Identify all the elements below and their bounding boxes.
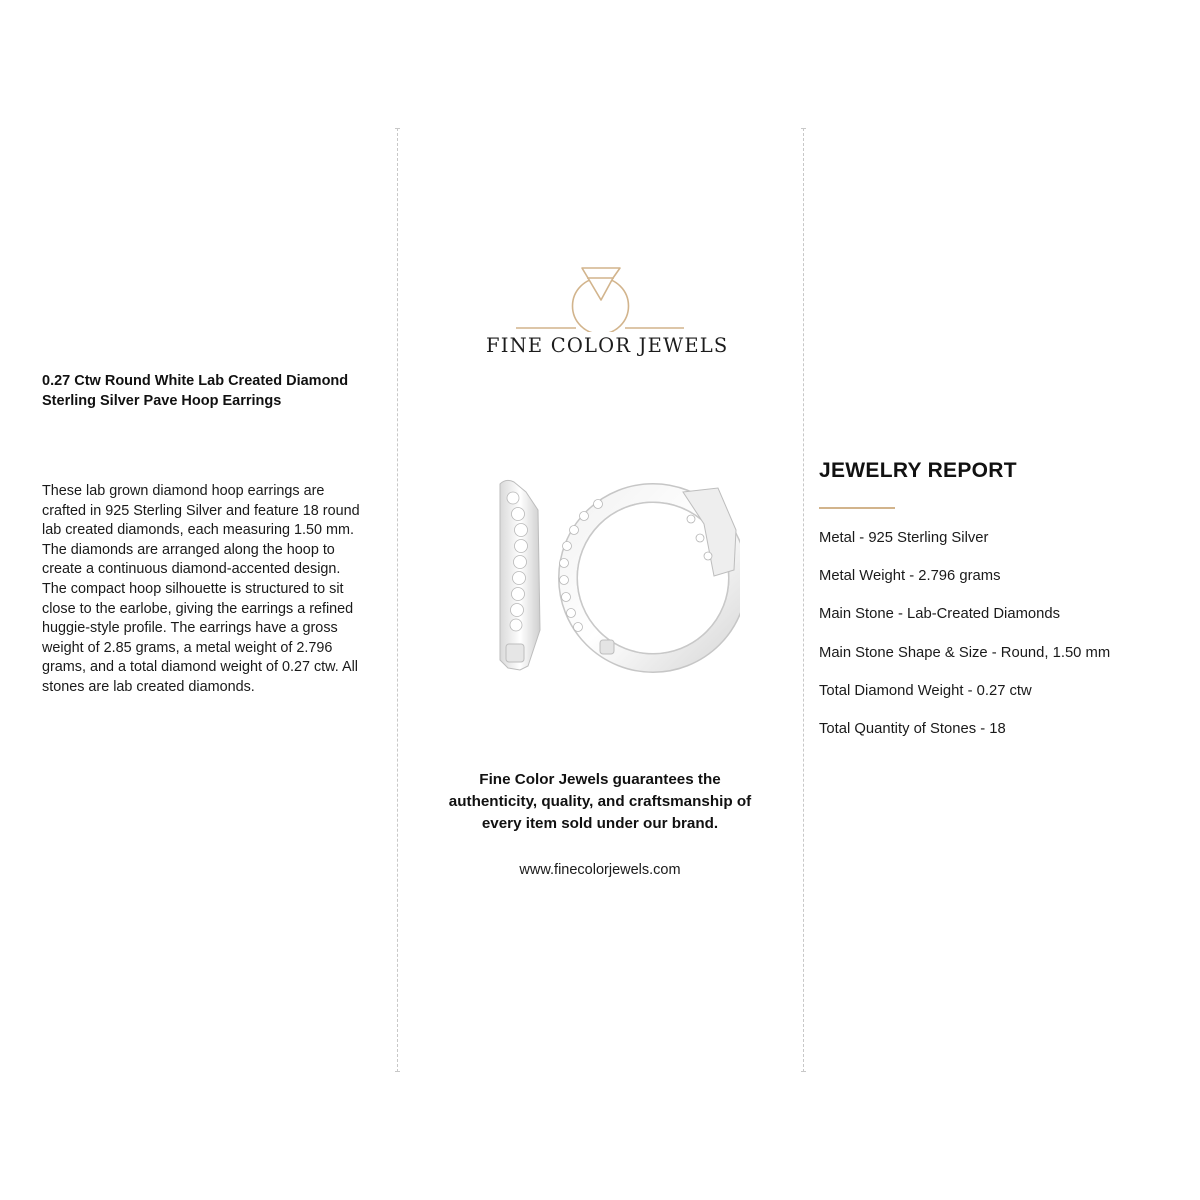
- jewelry-report-list: [819, 528, 1110, 757]
- product-title-line-2: Sterling Silver Pave Hoop Earrings: [42, 393, 282, 409]
- guarantee-line-1: Fine Color Jewels guarantees the: [479, 771, 721, 788]
- spec-stone-shape-size: Main Stone Shape & Size - Round, 1.50 mm: [819, 644, 1111, 661]
- jewelry-report-heading: JEWELRY REPORT: [819, 459, 1017, 482]
- product-title: [42, 371, 372, 411]
- spec-main-stone: Main Stone - Lab-Created Diamonds: [819, 606, 1060, 623]
- guarantee-statement: [430, 769, 770, 835]
- earring-front-view: [560, 488, 739, 663]
- heading-accent-rule: [819, 507, 895, 509]
- spec-total-stones: Total Quantity of Stones - 18: [819, 720, 1006, 737]
- column-divider-left: [397, 128, 398, 1072]
- diamond-ring-logo-icon: [516, 264, 686, 332]
- earring-side-view: [500, 480, 540, 670]
- spec-total-diamond-weight: Total Diamond Weight - 0.27 ctw: [819, 682, 1032, 699]
- brand-logo: [486, 264, 729, 364]
- guarantee-line-3: every item sold under our brand.: [481, 815, 719, 832]
- column-divider-right: [803, 128, 804, 1072]
- guarantee-line-2: authenticity, quality, and craftsmanship of: [448, 793, 752, 810]
- spec-metal: Metal - 925 Sterling Silver: [819, 530, 989, 546]
- product-description: These lab grown diamond hoop earrings are crafted in 925 Sterling Silver and feature 18 round lab created diamonds, each measuring 1.50 mm. The diamonds are arranged along the hoop to create a continuous diamond-accented design. The compact hoop silhouette is structured to sit close to the earlobe, giving the earrings a refined huggie-style profile. The earrings have a gross weight of 2.85 grams, a metal weight of 2.796 grams, and a total diamond weight of 0.27 ctw. All stones are lab created diamonds.: [42, 483, 360, 695]
- spec-metal-weight: Metal Weight - 2.796 grams: [819, 568, 1001, 585]
- product-title-line-1: 0.27 Ctw Round White Lab Created Diamond: [42, 373, 349, 389]
- brand-name: FINE COLOR JEWELS: [486, 334, 729, 357]
- earring-product-image: [478, 470, 740, 685]
- website-url: www.finecolorjewels.com: [519, 862, 681, 878]
